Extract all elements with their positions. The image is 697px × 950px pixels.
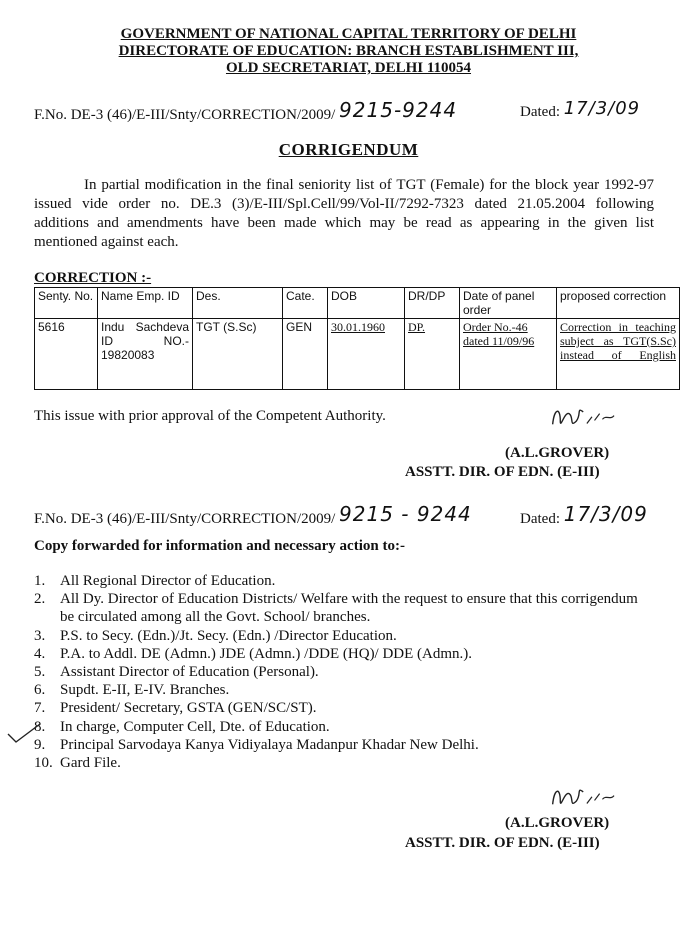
correction-heading: CORRECTION :- [34, 270, 152, 286]
body-paragraph [34, 176, 654, 252]
letterhead-line-2: DIRECTORATE OF EDUCATION: BRANCH ESTABLISHMENT III, [118, 43, 579, 59]
column-header-des: Des. [193, 288, 283, 319]
column-header-drdp: DR/DP [405, 288, 460, 319]
file-number-copy [34, 502, 472, 528]
column-header-proposed-correction: proposed correction [557, 288, 680, 319]
dated-copy [520, 502, 648, 528]
table-row [35, 319, 680, 390]
cell-name [98, 319, 193, 390]
cell-cate: GEN [283, 319, 328, 390]
list-item: 9. Principal Sarvodaya Kanya Vidiyalaya Madanpur Khadar New Delhi. [34, 736, 479, 753]
letterhead [0, 26, 697, 77]
copy-forwarded-heading: Copy forwarded for information and necessary action to:- [34, 538, 405, 554]
signer-name: (A.L.GROVER) [505, 445, 610, 461]
cell-dob: 30.01.1960 [328, 319, 405, 390]
signature-scribble-icon [546, 393, 620, 438]
table-header-row [35, 288, 680, 319]
dated-copy-label: Dated: [520, 511, 560, 527]
list-item: 6. Supdt. E-II, E-IV. Branches. [34, 682, 230, 699]
body-paragraph-text: In partial modification in the final seniority list of TGT (Female) for the block year 1992-97 issued vide order no. DE.3 (3)/E-III/Spl.Cell/99/Vol-II/7292-7323 dated 21.05.2004 following additions and amendments have been made which may be read as appearing in the given list mentioned against each. [34, 177, 654, 250]
signature-scribble-icon [546, 773, 620, 818]
column-header-dob: DOB [328, 288, 405, 319]
signer-designation: ASSTT. DIR. OF EDN. (E-III) [405, 464, 600, 480]
list-item: 8. In charge, Computer Cell, Dte. of Education. [34, 718, 330, 735]
signer-name-2: (A.L.GROVER) [505, 815, 610, 831]
handwritten-date: 17/3/09 [563, 98, 641, 119]
handwritten-dispatch-number-copy: 9215 - 9244 [339, 502, 472, 526]
handwritten-dispatch-number: 9215-9244 [339, 98, 458, 122]
letterhead-line-1: GOVERNMENT OF NATIONAL CAPITAL TERRITORY OF DELHI [120, 26, 577, 42]
handwritten-date-copy: 17/3/09 [563, 502, 648, 526]
distribution-list [34, 572, 654, 772]
list-item: 5. Assistant Director of Education (Personal). [34, 664, 319, 681]
correction-table [34, 287, 680, 390]
document-title: CORRIGENDUM [278, 140, 419, 159]
signer-designation-2: ASSTT. DIR. OF EDN. (E-III) [405, 835, 600, 851]
handwritten-tick-mark-icon [6, 720, 42, 750]
cell-panel-order: Order No.-46 dated 11/09/96 [460, 319, 557, 390]
column-header-name: Name Emp. ID [98, 288, 193, 319]
column-header-senty-no: Senty. No. [35, 288, 98, 319]
dated [520, 98, 640, 121]
cell-drdp: DP. [405, 319, 460, 390]
list-item: 2. All Dy. Director of Education Districts/ Welfare with the request to ensure that this corrigendum be circulated among all the Govt. School/ branches. [34, 591, 638, 626]
cell-name-text: Indu Sachdeva ID NO.- 19820083 [101, 320, 189, 362]
cell-des: TGT (S.Sc) [193, 319, 283, 390]
list-item: 3. P.S. to Secy. (Edn.)/Jt. Secy. (Edn.) /Director Education. [34, 627, 397, 644]
list-item: 7. President/ Secretary, GSTA (GEN/SC/ST). [34, 700, 317, 717]
column-header-panel-order: Date of panel order [460, 288, 557, 319]
approval-statement: This issue with prior approval of the Competent Authority. [34, 408, 386, 424]
handwritten-signature [546, 393, 621, 441]
file-number-copy-text: F.No. DE-3 (46)/E-III/Snty/CORRECTION/2009/ [34, 511, 336, 527]
list-item: 4. P.A. to Addl. DE (Admn.) JDE (Admn.) /DDE (HQ)/ DDE (Admn.). [34, 645, 473, 662]
column-header-cate: Cate. [283, 288, 328, 319]
cell-proposed-correction-text: Correction in teaching subject as TGT(S.Sc) instead of English [560, 320, 676, 362]
list-item: 1. All Regional Director of Education. [34, 573, 276, 589]
letterhead-line-3: OLD SECRETARIAT, DELHI 110054 [225, 60, 472, 76]
cell-senty-no: 5616 [35, 319, 98, 390]
dated-label: Dated: [520, 104, 560, 120]
cell-proposed-correction [557, 319, 680, 390]
list-item: 10. Gard File. [34, 755, 121, 772]
file-number-text: F.No. DE-3 (46)/E-III/Snty/CORRECTION/2009/ [34, 107, 336, 123]
file-number [34, 98, 457, 124]
